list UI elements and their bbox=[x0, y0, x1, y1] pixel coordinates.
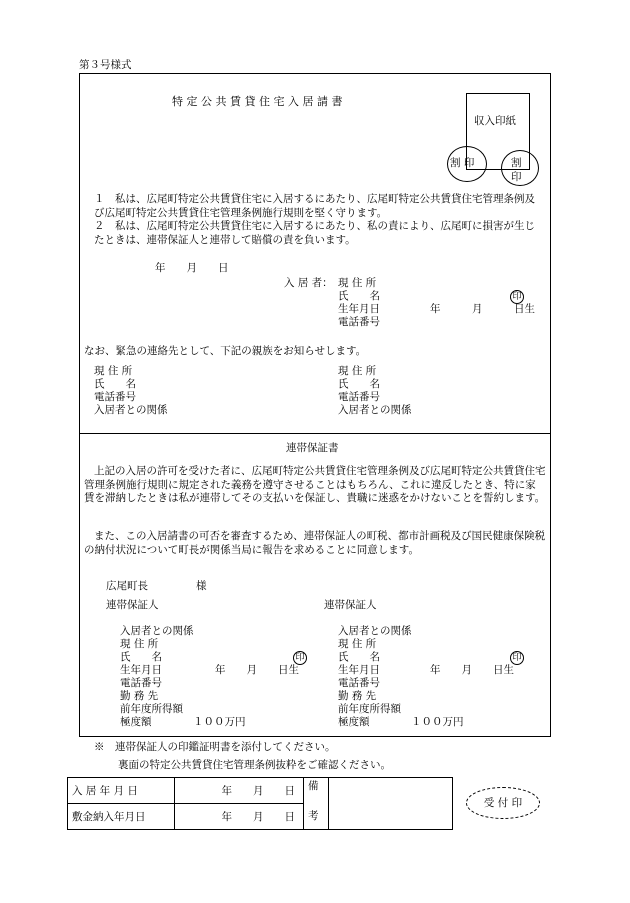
guarantor2-limit-value: １００万円 bbox=[411, 716, 464, 728]
guarantor1-phone: 電話番号 bbox=[120, 677, 162, 689]
guarantor2-address: 現 住 所 bbox=[338, 638, 377, 650]
emergency-left-address: 現 住 所 bbox=[94, 365, 133, 377]
seal-left-label: 割 印 bbox=[450, 157, 475, 169]
guarantor1-address: 現 住 所 bbox=[120, 638, 159, 650]
guarantee-paragraph-1: 上記の入居の許可を受けた者に、広尾町特定公共賃貸住宅管理条例及び広尾町特定公共賃貸住宅管理条例施行規則に規定された義務を遵守させることはもちろん、これに違反したとき、特に家賃を滞納したときは私が連帯してその支払いを保証し、貴職に迷惑をかけないことを誓約します。 bbox=[84, 465, 546, 505]
addressee-honorific: 様 bbox=[196, 580, 207, 592]
deposit-date-label: 敷金納入年月日 bbox=[68, 804, 175, 830]
emergency-left-phone: 電話番号 bbox=[94, 391, 136, 403]
revenue-stamp-label: 収入印紙 bbox=[474, 115, 516, 127]
emergency-left-name: 氏 名 bbox=[94, 378, 136, 390]
guarantor2-income: 前年度所得額 bbox=[338, 703, 401, 715]
table-row bbox=[68, 778, 453, 804]
applicant-label: 入 居 者： bbox=[284, 277, 333, 289]
guarantee-paragraph-2: また、この入居請書の可否を審査するため、連帯保証人の町税、都市計画税及び国民健康保険税の納付状況について町長が関係当局に報告を求めることに同意します。 bbox=[84, 530, 546, 556]
guarantor1-employer: 勤 務 先 bbox=[120, 690, 159, 702]
applicant-address: 現 住 所 bbox=[338, 277, 377, 289]
guarantor2-birth: 生年月日 bbox=[338, 664, 380, 676]
move-in-date-value: 年 月 日 bbox=[175, 778, 304, 804]
emergency-note: なお、緊急の連絡先として、下記の親族をお知らせします。 bbox=[84, 345, 367, 357]
clause-1: １ 私は、広尾町特定公共賃貸住宅に入居するにあたり、広尾町特定公共賃貸住宅管理条例及び広尾町特定公共賃貸住宅管理条例施行規則を堅く守ります。 bbox=[94, 193, 535, 219]
applicant-phone: 電話番号 bbox=[338, 316, 380, 328]
guarantee-title: 連帯保証書 bbox=[286, 442, 339, 454]
remarks-field[interactable] bbox=[329, 778, 453, 830]
guarantor1-limit-label: 極度額 bbox=[120, 716, 152, 728]
applicant-birth: 生年月日 bbox=[338, 303, 380, 315]
seal-right-label-2: 印 bbox=[511, 171, 522, 183]
document-title: 特 定 公 共 賃 貸 住 宅 入 居 請 書 bbox=[172, 95, 343, 108]
receipt-stamp: 受 付 印 bbox=[466, 787, 540, 819]
guarantor2-name: 氏 名 bbox=[338, 651, 380, 663]
guarantor2-phone: 電話番号 bbox=[338, 677, 380, 689]
guarantor2-birth-date: 年 月 日生 bbox=[430, 664, 514, 676]
guarantor-left-label: 連帯保証人 bbox=[106, 599, 159, 611]
guarantor2-employer: 勤 務 先 bbox=[338, 690, 377, 702]
guarantor1-limit-value: １００万円 bbox=[193, 716, 246, 728]
guarantor1-seal-mark: 印 bbox=[293, 651, 307, 665]
section-divider bbox=[79, 433, 551, 434]
applicant-seal-mark: 印 bbox=[510, 290, 524, 304]
remarks-label-cell bbox=[304, 778, 329, 830]
remarks-label-1: 備 bbox=[308, 780, 319, 792]
guarantor1-birth-date: 年 月 日生 bbox=[215, 664, 299, 676]
guarantor1-birth: 生年月日 bbox=[120, 664, 162, 676]
note-seal-certificate: ※ 連帯保証人の印鑑証明書を添付してください。 bbox=[94, 741, 336, 753]
deposit-date-value: 年 月 日 bbox=[175, 804, 304, 830]
emergency-right-name: 氏 名 bbox=[338, 378, 380, 390]
application-date: 年 月 日 bbox=[155, 262, 229, 274]
form-number: 第３号様式 bbox=[79, 59, 132, 71]
emergency-right-phone: 電話番号 bbox=[338, 391, 380, 403]
guarantor1-relation: 入居者との関係 bbox=[120, 625, 194, 637]
move-in-date-label: 入 居 年 月 日 bbox=[68, 778, 175, 804]
guarantor2-limit-label: 極度額 bbox=[338, 716, 370, 728]
addressee: 広尾町長 bbox=[106, 580, 148, 592]
emergency-right-relation: 入居者との関係 bbox=[338, 404, 412, 416]
guarantor-right-label: 連帯保証人 bbox=[324, 599, 377, 611]
note-ordinance-excerpt: 裏面の特定公共賃貸住宅管理条例抜粋をご確認ください。 bbox=[118, 759, 391, 771]
clause-2: ２ 私は、広尾町特定公共賃貸住宅に入居するにあたり、私の責により、広尾町に損害が生じたときは、連帯保証人と連帯して賠償の責を負います。 bbox=[94, 220, 535, 246]
seal-right-label-1: 割 bbox=[511, 157, 522, 169]
applicant-name: 氏 名 bbox=[338, 290, 380, 302]
emergency-right-address: 現 住 所 bbox=[338, 365, 377, 377]
guarantor1-income: 前年度所得額 bbox=[120, 703, 183, 715]
admin-record-table bbox=[67, 777, 453, 830]
remarks-label-2: 考 bbox=[308, 810, 319, 822]
emergency-left-relation: 入居者との関係 bbox=[94, 404, 168, 416]
guarantor2-seal-mark: 印 bbox=[510, 651, 524, 665]
applicant-birth-date: 年 月 日生 bbox=[430, 303, 535, 315]
guarantor1-name: 氏 名 bbox=[120, 651, 162, 663]
guarantor2-relation: 入居者との関係 bbox=[338, 625, 412, 637]
